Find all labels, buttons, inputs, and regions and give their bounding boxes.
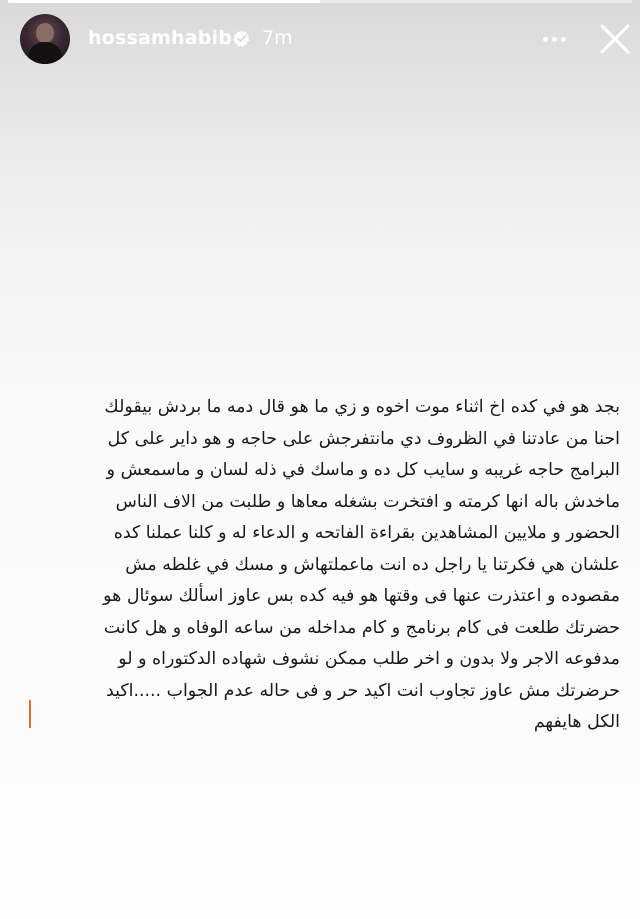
verified-badge-icon — [233, 30, 250, 47]
username[interactable]: hossamhabib — [88, 27, 233, 49]
close-icon[interactable] — [596, 20, 634, 58]
story-progress-bar — [8, 0, 632, 3]
story-text-line: مدفوعه الاجر ولا بدون و اخر طلب ممكن نشوف شهاده الدكتوراه و لو — [118, 649, 620, 669]
dot — [552, 37, 557, 42]
avatar[interactable] — [20, 14, 70, 64]
story-text-line: الحضور و ملايين المشاهدين بقراءة الفاتحه و الدعاء له و كلنا عملنا كده — [113, 523, 620, 543]
more-options-button[interactable] — [537, 26, 571, 52]
story-text-line: ماخدش باله انها كرمته و افتخرت بشغله معاها و طلبت من الاف الناس — [115, 491, 620, 512]
dot — [543, 37, 548, 42]
story-text-line: احنا من عادتنا في الظروف دي مانتفرجش على حاجه و هو داير على كل — [107, 428, 620, 449]
dot — [561, 37, 566, 42]
story-header — [0, 14, 640, 68]
story-progress-fill — [8, 0, 320, 3]
text-cursor — [29, 700, 31, 728]
story-text-line: بجد هو في كده اخ اثناء موت اخوه و زي ما هو قال دمه ما بردش بيقولك — [104, 397, 620, 417]
avatar-body-shape — [28, 42, 62, 64]
post-timestamp: 7m — [262, 27, 293, 49]
story-text-line: مقصوده و اعتذرت عنها فى وقتها هو فيه كده بس عاوز اسألك سوئال هو — [103, 586, 620, 606]
story-text-line: حضرتك طلعت فى كام برنامج و كام مداخله من ساعه الوفاه و هل كانت — [103, 617, 620, 638]
story-text — [22, 392, 620, 739]
story-text-line: البرامج حاجه غريبه و سايب كل ده و ماسك في ذله لسان و ماسمعش و — [106, 460, 620, 480]
story-text-line: حرضرتك مش عاوز تجاوب انت اكيد حر و فى حاله عدم الجواب .....اكيد — [105, 680, 620, 701]
avatar-head-shape — [36, 23, 54, 43]
more-horizontal-icon — [543, 37, 566, 42]
story-text-line: علشان هي فكرتنا يا راجل ده انت ماعملتهاش و مسك في غلطه مش — [125, 554, 620, 575]
story-text-line: الكل هايفهم — [533, 712, 620, 732]
